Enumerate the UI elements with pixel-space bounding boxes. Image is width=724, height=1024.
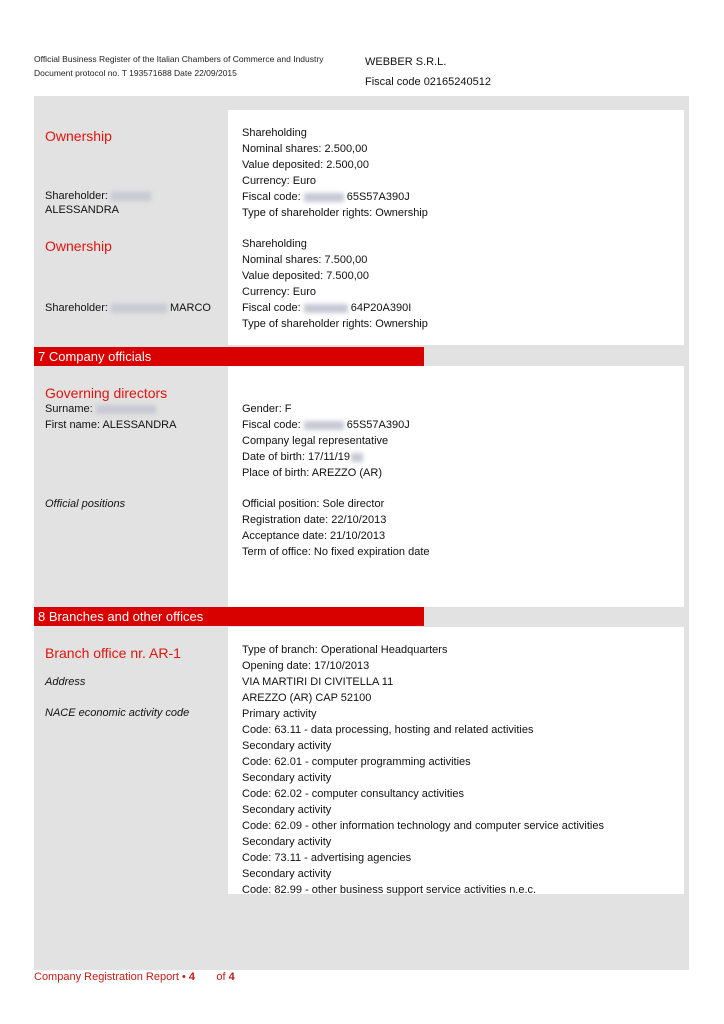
- document-header: [34, 52, 323, 80]
- redacted-block: [111, 304, 167, 313]
- registration-date: Registration date: 22/10/2013: [242, 514, 387, 526]
- shareholding-heading: Shareholding: [242, 238, 307, 250]
- governing-directors-title: Governing directors: [45, 385, 168, 401]
- official-position-details: [242, 496, 430, 560]
- branch-details: [242, 642, 604, 898]
- section-8-header: 8 Branches and other offices: [34, 607, 424, 626]
- footer-label: Company Registration Report •: [34, 971, 186, 983]
- branch-line: Secondary activity: [242, 740, 332, 752]
- redacted-block: [351, 453, 363, 462]
- redacted-block: [111, 192, 151, 201]
- place-of-birth: Place of birth: AREZZO (AR): [242, 467, 382, 479]
- branch-line: Code: 73.11 - advertising agencies: [242, 852, 412, 864]
- first-name: First name: ALESSANDRA: [45, 419, 177, 431]
- branch-line: Type of branch: Operational Headquarters: [242, 644, 448, 656]
- page-total: 4: [228, 971, 235, 983]
- register-name: Official Business Register of the Italian Chambers of Commerce and Industry: [34, 54, 324, 64]
- page-footer: [34, 971, 235, 983]
- director-names: [45, 401, 176, 433]
- director-details: [242, 401, 410, 481]
- company-header: [365, 56, 491, 88]
- branch-line: Secondary activity: [242, 772, 332, 784]
- shareholder-label: Shareholder:: [45, 190, 108, 202]
- branch-line: VIA MARTIRI DI CIVITELLA 11: [242, 676, 394, 688]
- branch-line: Primary activity: [242, 708, 317, 720]
- address-label: Address: [45, 676, 86, 688]
- fiscal-code: Fiscal code: 65S57A390J: [242, 419, 410, 431]
- gender: Gender: F: [242, 403, 292, 415]
- shareholder-name: MARCO: [170, 302, 211, 314]
- legal-representative: Company legal representative: [242, 435, 389, 447]
- footer-of: of: [216, 971, 226, 983]
- branch-line: Code: 63.11 - data processing, hosting and related activities: [242, 724, 534, 736]
- surname: Surname:: [45, 401, 176, 417]
- branch-line: Code: 82.99 - other business support service activities n.e.c.: [242, 884, 537, 896]
- redacted-block: [96, 405, 156, 414]
- official-positions-label: Official positions: [45, 498, 126, 510]
- shareholder-rights: Type of shareholder rights: Ownership: [242, 207, 428, 219]
- nominal-shares: Nominal shares: 7.500,00: [242, 254, 368, 266]
- branch-line: AREZZO (AR) CAP 52100: [242, 692, 372, 704]
- branch-line: Secondary activity: [242, 804, 332, 816]
- branch-line: Code: 62.09 - other information technology and computer service activities: [242, 820, 604, 832]
- section-7-header: 7 Company officials: [34, 347, 424, 366]
- currency: Currency: Euro: [242, 175, 316, 187]
- shareholder-1: [45, 189, 154, 217]
- shareholder-label: Shareholder:: [45, 302, 108, 314]
- nominal-shares: Nominal shares: 2.500,00: [242, 143, 368, 155]
- page-number: 4: [188, 971, 195, 983]
- company-fiscal-code: Fiscal code 02165240512: [365, 76, 491, 88]
- redacted-block: [304, 421, 344, 430]
- acceptance-date: Acceptance date: 21/10/2013: [242, 530, 386, 542]
- date-of-birth: Date of birth: 17/11/19: [242, 449, 410, 465]
- shareholder-2: [45, 300, 211, 316]
- branch-line: Code: 62.01 - computer programming activities: [242, 756, 471, 768]
- value-deposited: Value deposited: 2.500,00: [242, 159, 370, 171]
- fiscal-code: Fiscal code: 64P20A390I: [242, 302, 412, 314]
- branch-line: Secondary activity: [242, 868, 332, 880]
- shareholding-heading: Shareholding: [242, 127, 307, 139]
- protocol-line: Document protocol no. T 193571688 Date 22/09/2015: [34, 68, 237, 78]
- shareholder-rights: Type of shareholder rights: Ownership: [242, 318, 428, 330]
- redacted-block: [304, 304, 348, 313]
- shareholding-details-1: [242, 125, 428, 221]
- branch-line: Code: 62.02 - computer consultancy activities: [242, 788, 464, 800]
- shareholder-name: ALESSANDRA: [45, 204, 119, 216]
- branch-line: Secondary activity: [242, 836, 332, 848]
- ownership-title-1: Ownership: [45, 128, 112, 144]
- term-of-office: Term of office: No fixed expiration date: [242, 546, 430, 558]
- branch-office-title: Branch office nr. AR-1: [45, 645, 181, 661]
- currency: Currency: Euro: [242, 286, 316, 298]
- official-position: Official position: Sole director: [242, 498, 385, 510]
- nace-code-label: NACE economic activity code: [45, 707, 190, 719]
- shareholding-details-2: [242, 236, 428, 332]
- fiscal-code: Fiscal code: 65S57A390J: [242, 191, 410, 203]
- redacted-block: [304, 193, 344, 202]
- branch-line: Opening date: 17/10/2013: [242, 660, 370, 672]
- value-deposited: Value deposited: 7.500,00: [242, 270, 370, 282]
- ownership-title-2: Ownership: [45, 238, 112, 254]
- company-name: WEBBER S.R.L.: [365, 56, 447, 68]
